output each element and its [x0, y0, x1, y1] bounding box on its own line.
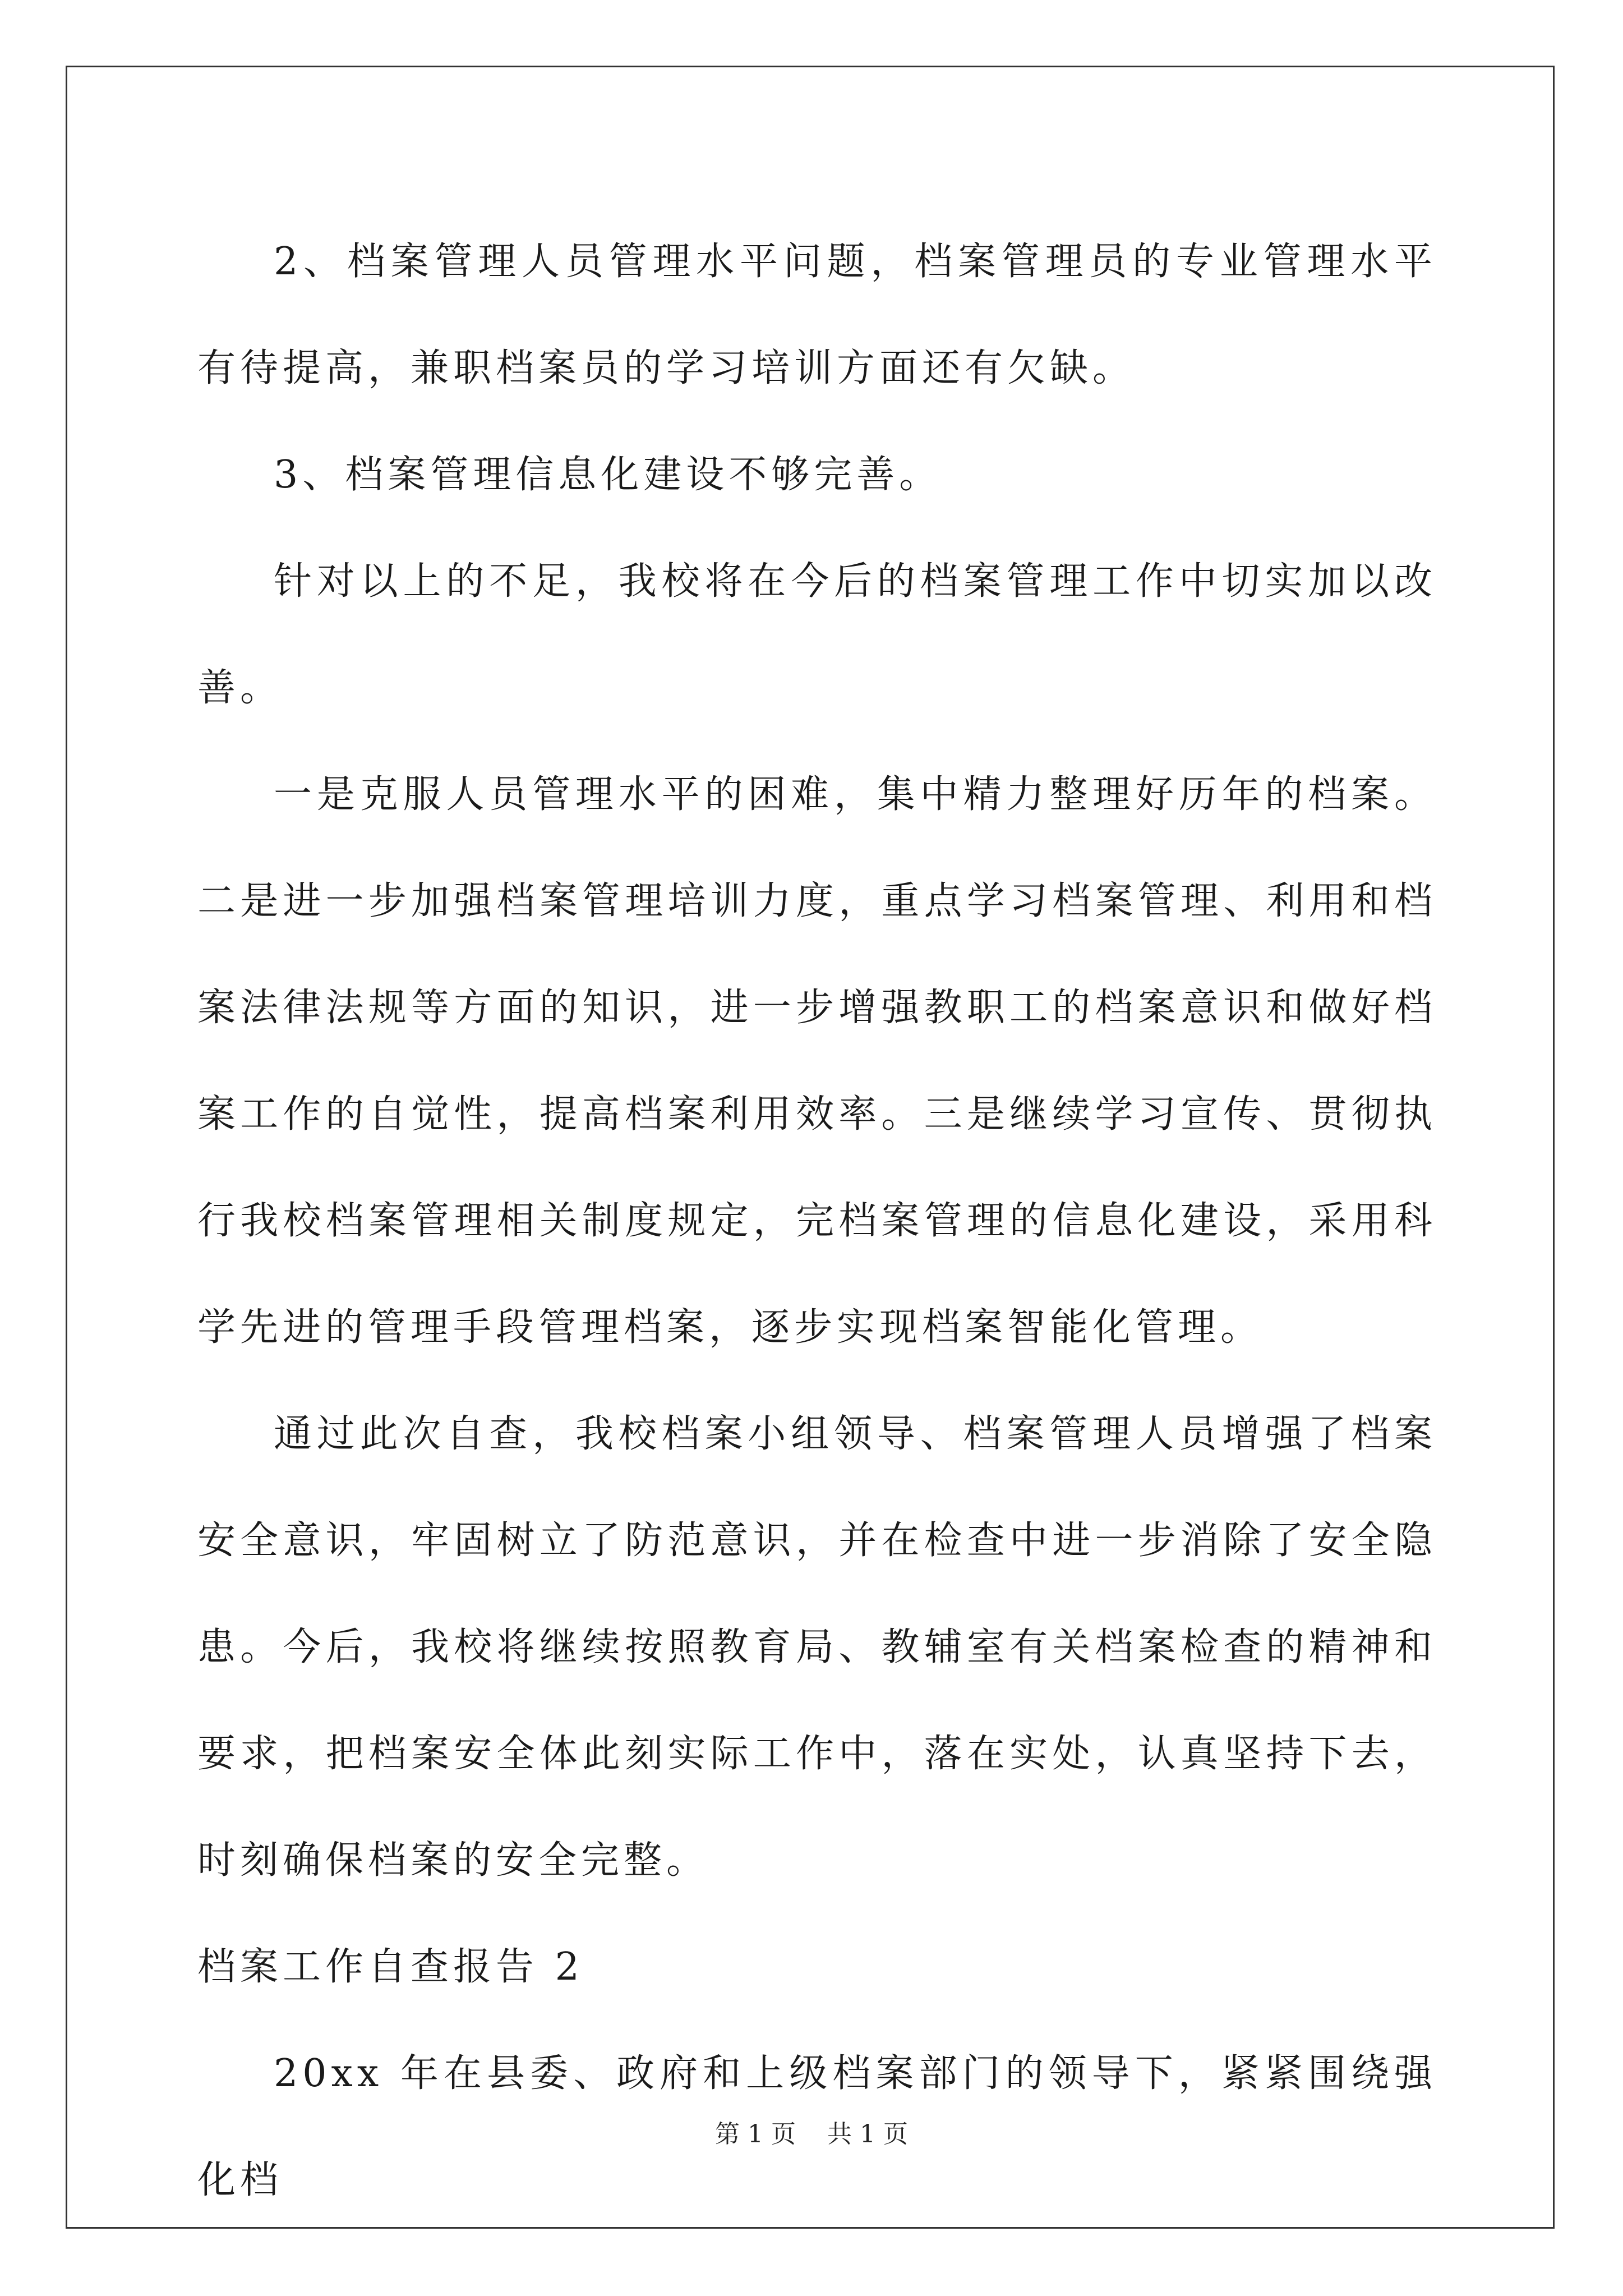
- paragraph-1: 2、档案管理人员管理水平问题，档案管理员的专业管理水平有待提高，兼职档案员的学习培训方面还有欠缺。: [197, 240, 1437, 390]
- document-body: [197, 209, 1437, 2234]
- paragraph-3: 针对以上的不足，我校将在今后的档案管理工作中切实加以改善。: [197, 559, 1437, 710]
- paragraph-2: 3、档案管理信息化建设不够完善。: [274, 453, 942, 497]
- page-number: 第 1 页: [715, 2120, 796, 2148]
- paragraph-4: 一是克服人员管理水平的困难，集中精力整理好历年的档案。二是进一步加强档案管理培训力度，重点学习档案管理、利用和档案法律法规等方面的知识，进一步增强教职工的档案意识和做好档案工作的自觉性，提高档案利用效率。三是继续学习宣传、贯彻执行我校档案管理相关制度规定，完档案管理的信息化建设，采用科学先进的管理手段管理档案，逐步实现档案智能化管理。: [197, 772, 1437, 1350]
- paragraph-5: 通过此次自查，我校档案小组领导、档案管理人员增强了档案安全意识，牢固树立了防范意识，并在检查中进一步消除了安全隐患。今后，我校将继续按照教育局、教辅室有关档案检查的精神和要求，把档案安全体此刻实际工作中，落在实处，认真坚持下去，时刻确保档案的安全完整。: [197, 1412, 1437, 1883]
- page-footer: [0, 2114, 1623, 2150]
- section-paragraph: 20xx 年在县委、政府和上级档案部门的领导下，紧紧围绕强化档: [197, 2051, 1437, 2202]
- page-total: 共 1 页: [827, 2120, 908, 2148]
- section-heading: 档案工作自查报告 2: [197, 1945, 584, 1989]
